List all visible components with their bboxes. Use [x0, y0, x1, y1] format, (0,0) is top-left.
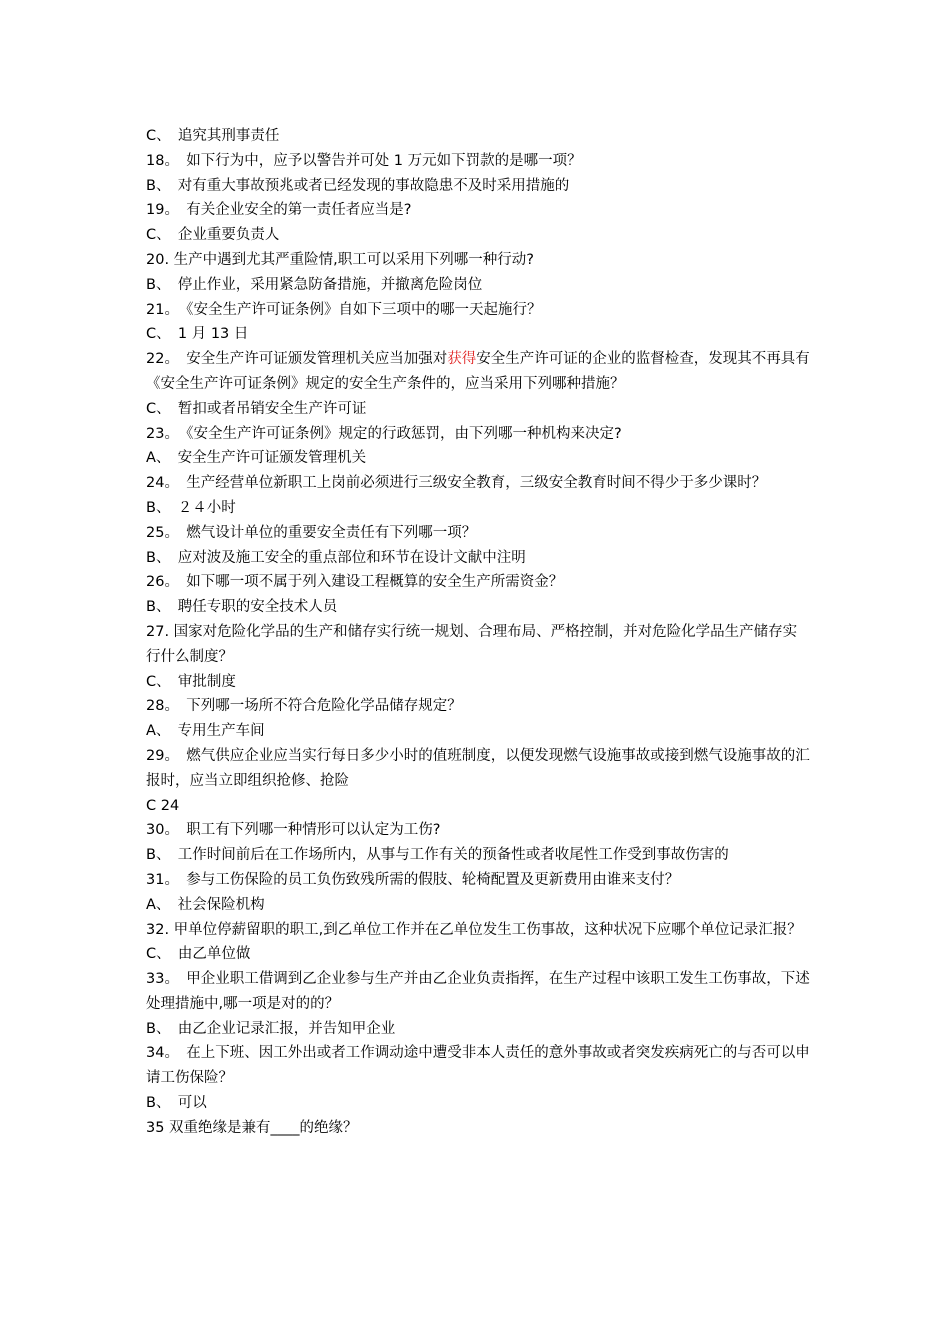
- question-31: 31。 参与工伤保险的员工负伤致残所需的假肢、轮椅配置及更新费用由谁来支付？: [146, 871, 680, 888]
- answer-line: B、 应对波及施工安全的重点部位和环节在设计文献中注明: [146, 549, 526, 566]
- answer-line: C、 审批制度: [146, 673, 236, 690]
- answer-line: A、 安全生产许可证颁发管理机关: [146, 450, 367, 467]
- answer-line: C、 由乙单位做: [146, 946, 251, 963]
- question-22: [146, 347, 810, 397]
- question-30: 30。 职工有下列哪一种情形可以认定为工伤?: [146, 822, 441, 839]
- question-22-text-start: 22。 安全生产许可证颁发管理机关应当加强对: [146, 351, 448, 368]
- answer-line: B、 对有重大事故预兆或者已经发现的事故隐患不及时采用措施的: [146, 177, 570, 194]
- answer-line: B、 聘任专职的安全技术人员: [146, 599, 338, 616]
- question-35: 35 双重绝缘是兼有____的绝缘？: [146, 1119, 358, 1136]
- answer-line: C、 暂扣或者吊销安全生产许可证: [146, 400, 367, 417]
- question-28: 28。 下列哪一场所不符合危险化学品储存规定？: [146, 698, 462, 715]
- question-27: 27. 国家对危险化学品的生产和储存实行统一规划、合理布局、严格控制，并对危险化学品生产储存实行什么制度？: [146, 623, 798, 665]
- question-26: 26。 如下哪一项不属于列入建设工程概算的安全生产所需资金？: [146, 574, 564, 591]
- question-19: 19。 有关企业安全的第一责任者应当是?: [146, 202, 412, 219]
- answer-line: A、 社会保险机构: [146, 896, 265, 913]
- answer-line: C、 1 月 13 日: [146, 326, 249, 343]
- question-25: 25。 燃气设计单位的重要安全责任有下列哪一项？: [146, 524, 477, 541]
- question-18: 18。 如下行为中，应予以警告并可处 1 万元如下罚款的是哪一项？: [146, 152, 582, 169]
- answer-line: B、 由乙企业记录汇报，并告知甲企业: [146, 1020, 396, 1037]
- question-21: 21。 《安全生产许可证条例》自如下三项中的哪一天起施行？: [146, 301, 542, 318]
- answer-line: C、 追究其刑事责任: [146, 128, 280, 144]
- question-32: 32. 甲单位停薪留职的职工,到乙单位工作并在乙单位发生工伤事故，这种状况下应哪个单位记录汇报？: [146, 921, 802, 938]
- question-20: 20. 生产中遇到尤其严重险情,职工可以采用下列哪一种行动?: [146, 251, 534, 268]
- answer-line: A、 专用生产车间: [146, 723, 265, 740]
- answer-line: C、 企业重要负责人: [146, 227, 280, 244]
- question-24: 24。 生产经营单位新职工上岗前必须进行三级安全教育，三级安全教育时间不得少于多少课时？: [146, 475, 767, 492]
- question-23: 23。 《安全生产许可证条例》规定的行政惩罚，由下列哪一种机构来决定?: [146, 425, 622, 442]
- question-29: 29。 燃气供应企业应当实行每日多少小时的值班制度，以便发现燃气设施事故或接到燃气设施事故的汇报时，应当立即组织抢修、抢险: [146, 747, 810, 789]
- highlighted-word: 获得: [447, 351, 477, 368]
- answer-line: B、 停止作业，采用紧急防备措施，并撤离危险岗位: [146, 276, 483, 293]
- answer-line: B、 可以: [146, 1095, 207, 1112]
- question-34: 34。 在上下班、因工外出或者工作调动途中遭受非本人责任的意外事故或者突发疾病死亡的与否可以申请工伤保险？: [146, 1045, 810, 1087]
- answer-line: C 24: [146, 797, 180, 814]
- answer-line: B、 工作时间前后在工作场所内，从事与工作有关的预备性或者收尾性工作受到事故伤害的: [146, 847, 729, 864]
- question-33: 33。 甲企业职工借调到乙企业参与生产并由乙企业负责指挥，在生产过程中该职工发生工伤事故，下述处理措施中,哪一项是对的的？: [146, 971, 810, 1012]
- question-22-text-end: 安全生产许可证的企业的监督检查，发现其不再具有《安全生产许可证条例》规定的安全生产条件的，应当采用下列哪种措施？: [146, 351, 810, 392]
- document-body: [146, 124, 810, 1141]
- answer-line: B、 ２４小时: [146, 499, 236, 516]
